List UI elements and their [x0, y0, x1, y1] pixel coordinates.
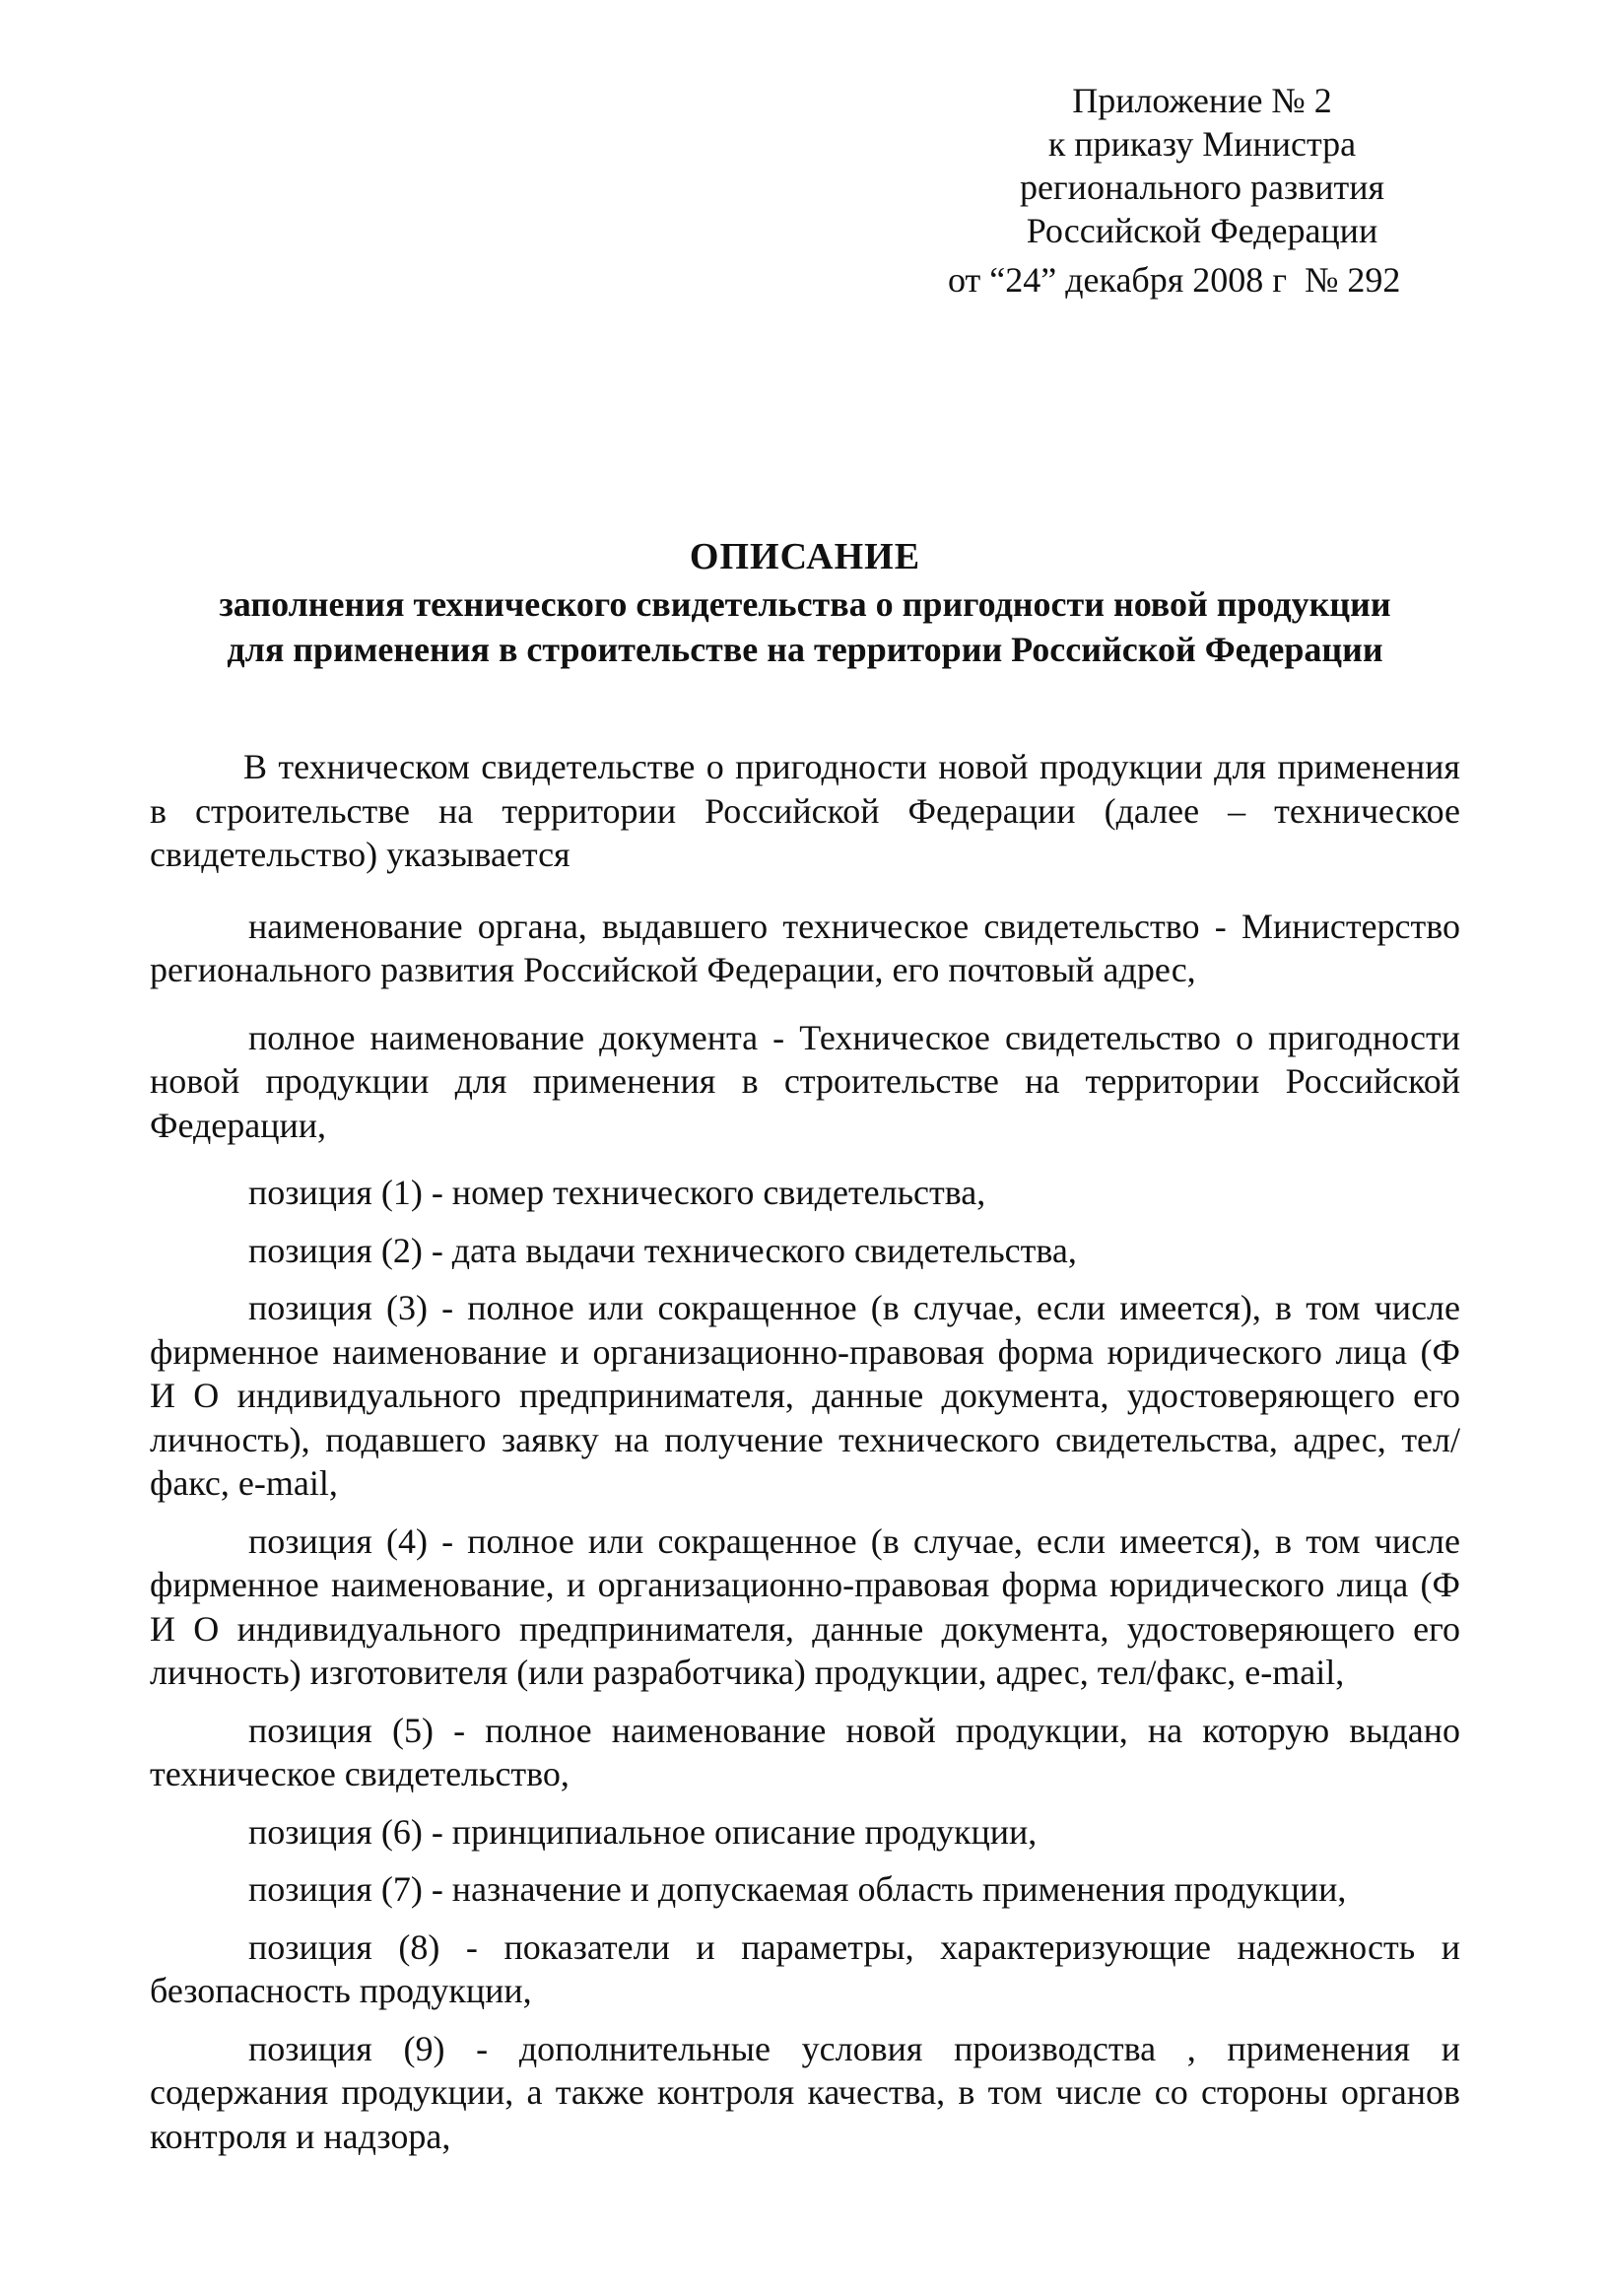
title-subtitle-line-2: для применения в строительстве на территории Российской Федерации [227, 630, 1383, 669]
intro-paragraph: В техническом свидетельстве о пригодности новой продукции для применения в строительстве на территории Российской Федерации (далее – техническое свидетельство) указывается [150, 747, 1460, 874]
appendix-header [946, 79, 1458, 252]
position-3-paragraph: позиция (3) - полное или сокращенное (в случае, если имеется), в том числе фирменное наименование и организационно-правовая форма юридического лица (Ф И О индивидуального предпринимателя, данные документа, удостоверяющего его личность), подавшего заявку на получение технического свидетельства, адрес, тел/факс, e-mail, [150, 1288, 1460, 1503]
position-2-paragraph: позиция (2) - дата выдачи технического свидетельства, [248, 1230, 1077, 1270]
position-6-paragraph: позиция (6) - принципиальное описание продукции, [248, 1811, 1038, 1852]
appendix-order-ref: к приказу Министра [1047, 124, 1357, 164]
position-5-paragraph: позиция (5) - полное наименование новой продукции, на которую выдано техническое свидетельство, [150, 1710, 1460, 1793]
title-subtitle-line-1: заполнения технического свидетельства о пригодности новой продукции [219, 584, 1391, 624]
position-7-paragraph: позиция (7) - назначение и допускаемая область применения продукции, [248, 1869, 1347, 1909]
appendix-number: Приложение № 2 [1072, 81, 1332, 120]
document-name-paragraph: полное наименование документа - Техническое свидетельство о пригодности новой продукции для применения в строительстве на территории Российской Федерации, [150, 1017, 1460, 1145]
issuing-authority-paragraph: наименование органа, выдавшего техническое свидетельство - Министерство регионального развития Российской Федерации, его почтовый адрес, [150, 906, 1460, 989]
order-date: от “24” декабря 2008 г № 292 [948, 260, 1401, 300]
position-9-paragraph: позиция (9) - дополнительные условия производства , применения и содержания продукции, а также контроля качества, в том числе со стороны органов контроля и надзора, [150, 2028, 1460, 2156]
document-body [150, 745, 1460, 2172]
appendix-ministry: регионального развития [1019, 168, 1385, 207]
appendix-federation: Российской Федерации [1026, 211, 1378, 250]
position-4-paragraph: позиция (4) - полное или сокращенное (в случае, если имеется), в том числе фирменное наименование, и организационно-правовая форма юридического лица (Ф И О индивидуального предпринимателя, данные документа, удостоверяющего его личность) изготовителя (или разработчика) продукции, адрес, тел/факс, e-mail, [150, 1520, 1460, 1692]
position-1-paragraph: позиция (1) - номер технического свидетельства, [248, 1173, 986, 1212]
document-title [148, 532, 1462, 672]
title-main: ОПИСАНИЕ [689, 536, 921, 577]
position-8-paragraph: позиция (8) - показатели и параметры, характеризующие надежность и безопасность продукции, [150, 1926, 1460, 2010]
